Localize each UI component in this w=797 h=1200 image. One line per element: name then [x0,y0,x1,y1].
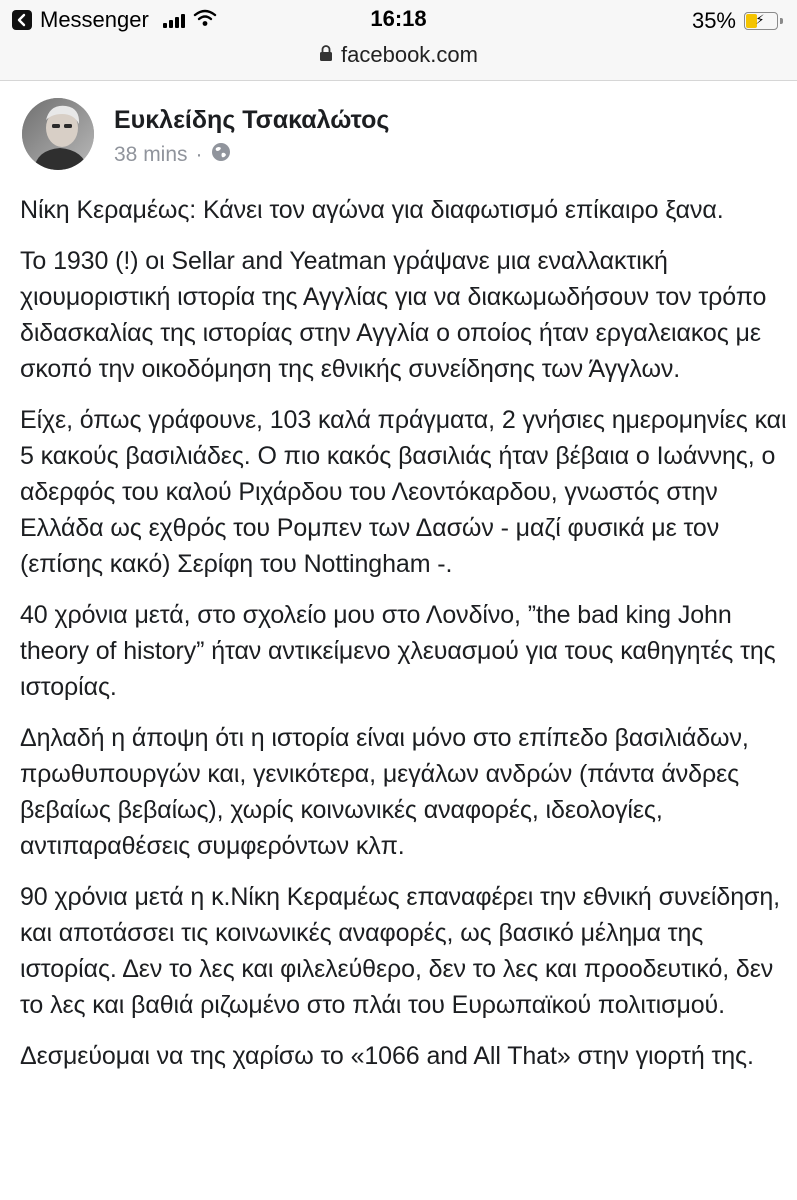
post-paragraph: Δεσμεύομαι να της χαρίσω το «1066 and All That» στην γιορτή της. [20,1042,754,1070]
post-paragraph: 40 χρόνια μετά, στο σχολείο μου στο Λονδίνο, ”the bad king John theory of history” ήταν αντικείμενο χλευασμού για τους καθηγητές της ιστορίας. [20,601,776,701]
meta-separator: · [195,143,203,166]
battery-tip [780,18,783,24]
globe-icon[interactable] [211,142,231,168]
battery-indicator [692,8,783,34]
post-paragraph: 90 χρόνια μετά η κ.Νίκη Κεραμέως επαναφέρει την εθνική συνείδηση, και αποτάσσει τις κοινωνικές αναφορές, ως βασικό μέλημα της ιστορίας. Δεν το λες και φιλελεύθερο, δεν το λες και προοδευτικό, δεν το λες και βαθιά ριζωμένο στο πλάι του Ευρωπαϊκού πολιτισμού. [20,883,780,1019]
browser-chrome [0,0,797,81]
battery-icon [744,12,778,30]
clock: 16:18 [370,6,427,31]
post-paragraph: Είχε, όπως γράφουνε, 103 καλά πράγματα, 2 γνήσιες ημερομηνίες και 5 κακούς βασιλιάδες. Ο πιο κακός βασιλιάς ήταν βέβαια ο Ιωάννης, ο αδερφός του καλού Ριχάρδου του Λεοντόκαρδου, γνωστός στην Ελλάδα ως εχθρός του Ρομπεν των Δασών - μαζί φυσικά με τον (επίσης κακό) Σερίφη του Nottingham -. [20,406,787,578]
status-bar [0,0,797,40]
post-paragraph: Το 1930 (!) οι Sellar and Yeatman γράψανε μια εναλλακτική χιουμοριστική ιστορία της Αγγλίας για να διακωμωδήσουν τον τρόπο διδασκαλίας της ιστορίας στην Αγγλία ο οποίος ήταν εργαλειακος με σκοπό την οικοδόμηση της εθνικής συνείδησης των Άγγλων. [20,247,767,383]
post-header [22,98,782,168]
url-text: facebook.com [341,42,478,67]
avatar[interactable] [22,98,94,170]
post-body [20,192,790,1089]
charging-bolt-icon: ⚡ [755,12,765,27]
lock-icon [319,42,333,68]
post-meta [114,142,231,168]
post-paragraph: Δηλαδή η άποψη ότι η ιστορία είναι μόνο στο επίπεδο βασιλιάδων, πρωθυπουργών και, γενικότερα, μεγάλων ανδρών (πάντα άνδρες βεβαίως βεβαίως), χωρίς κοινωνικές αναφορές, ιδεολογίες, αντιπαραθέσεις συμφερόντων κλπ. [20,724,749,860]
battery-percent: 35% [691,8,736,33]
post-paragraph: Νίκη Κεραμέως: Κάνει τον αγώνα για διαφωτισμό επίκαιρο ξανα. [20,196,724,224]
post-timestamp[interactable]: 38 mins [114,143,188,166]
back-app-label: Messenger [40,7,149,32]
url-bar[interactable] [0,38,797,72]
author-name[interactable]: Ευκλείδης Τσακαλώτος [114,106,390,134]
